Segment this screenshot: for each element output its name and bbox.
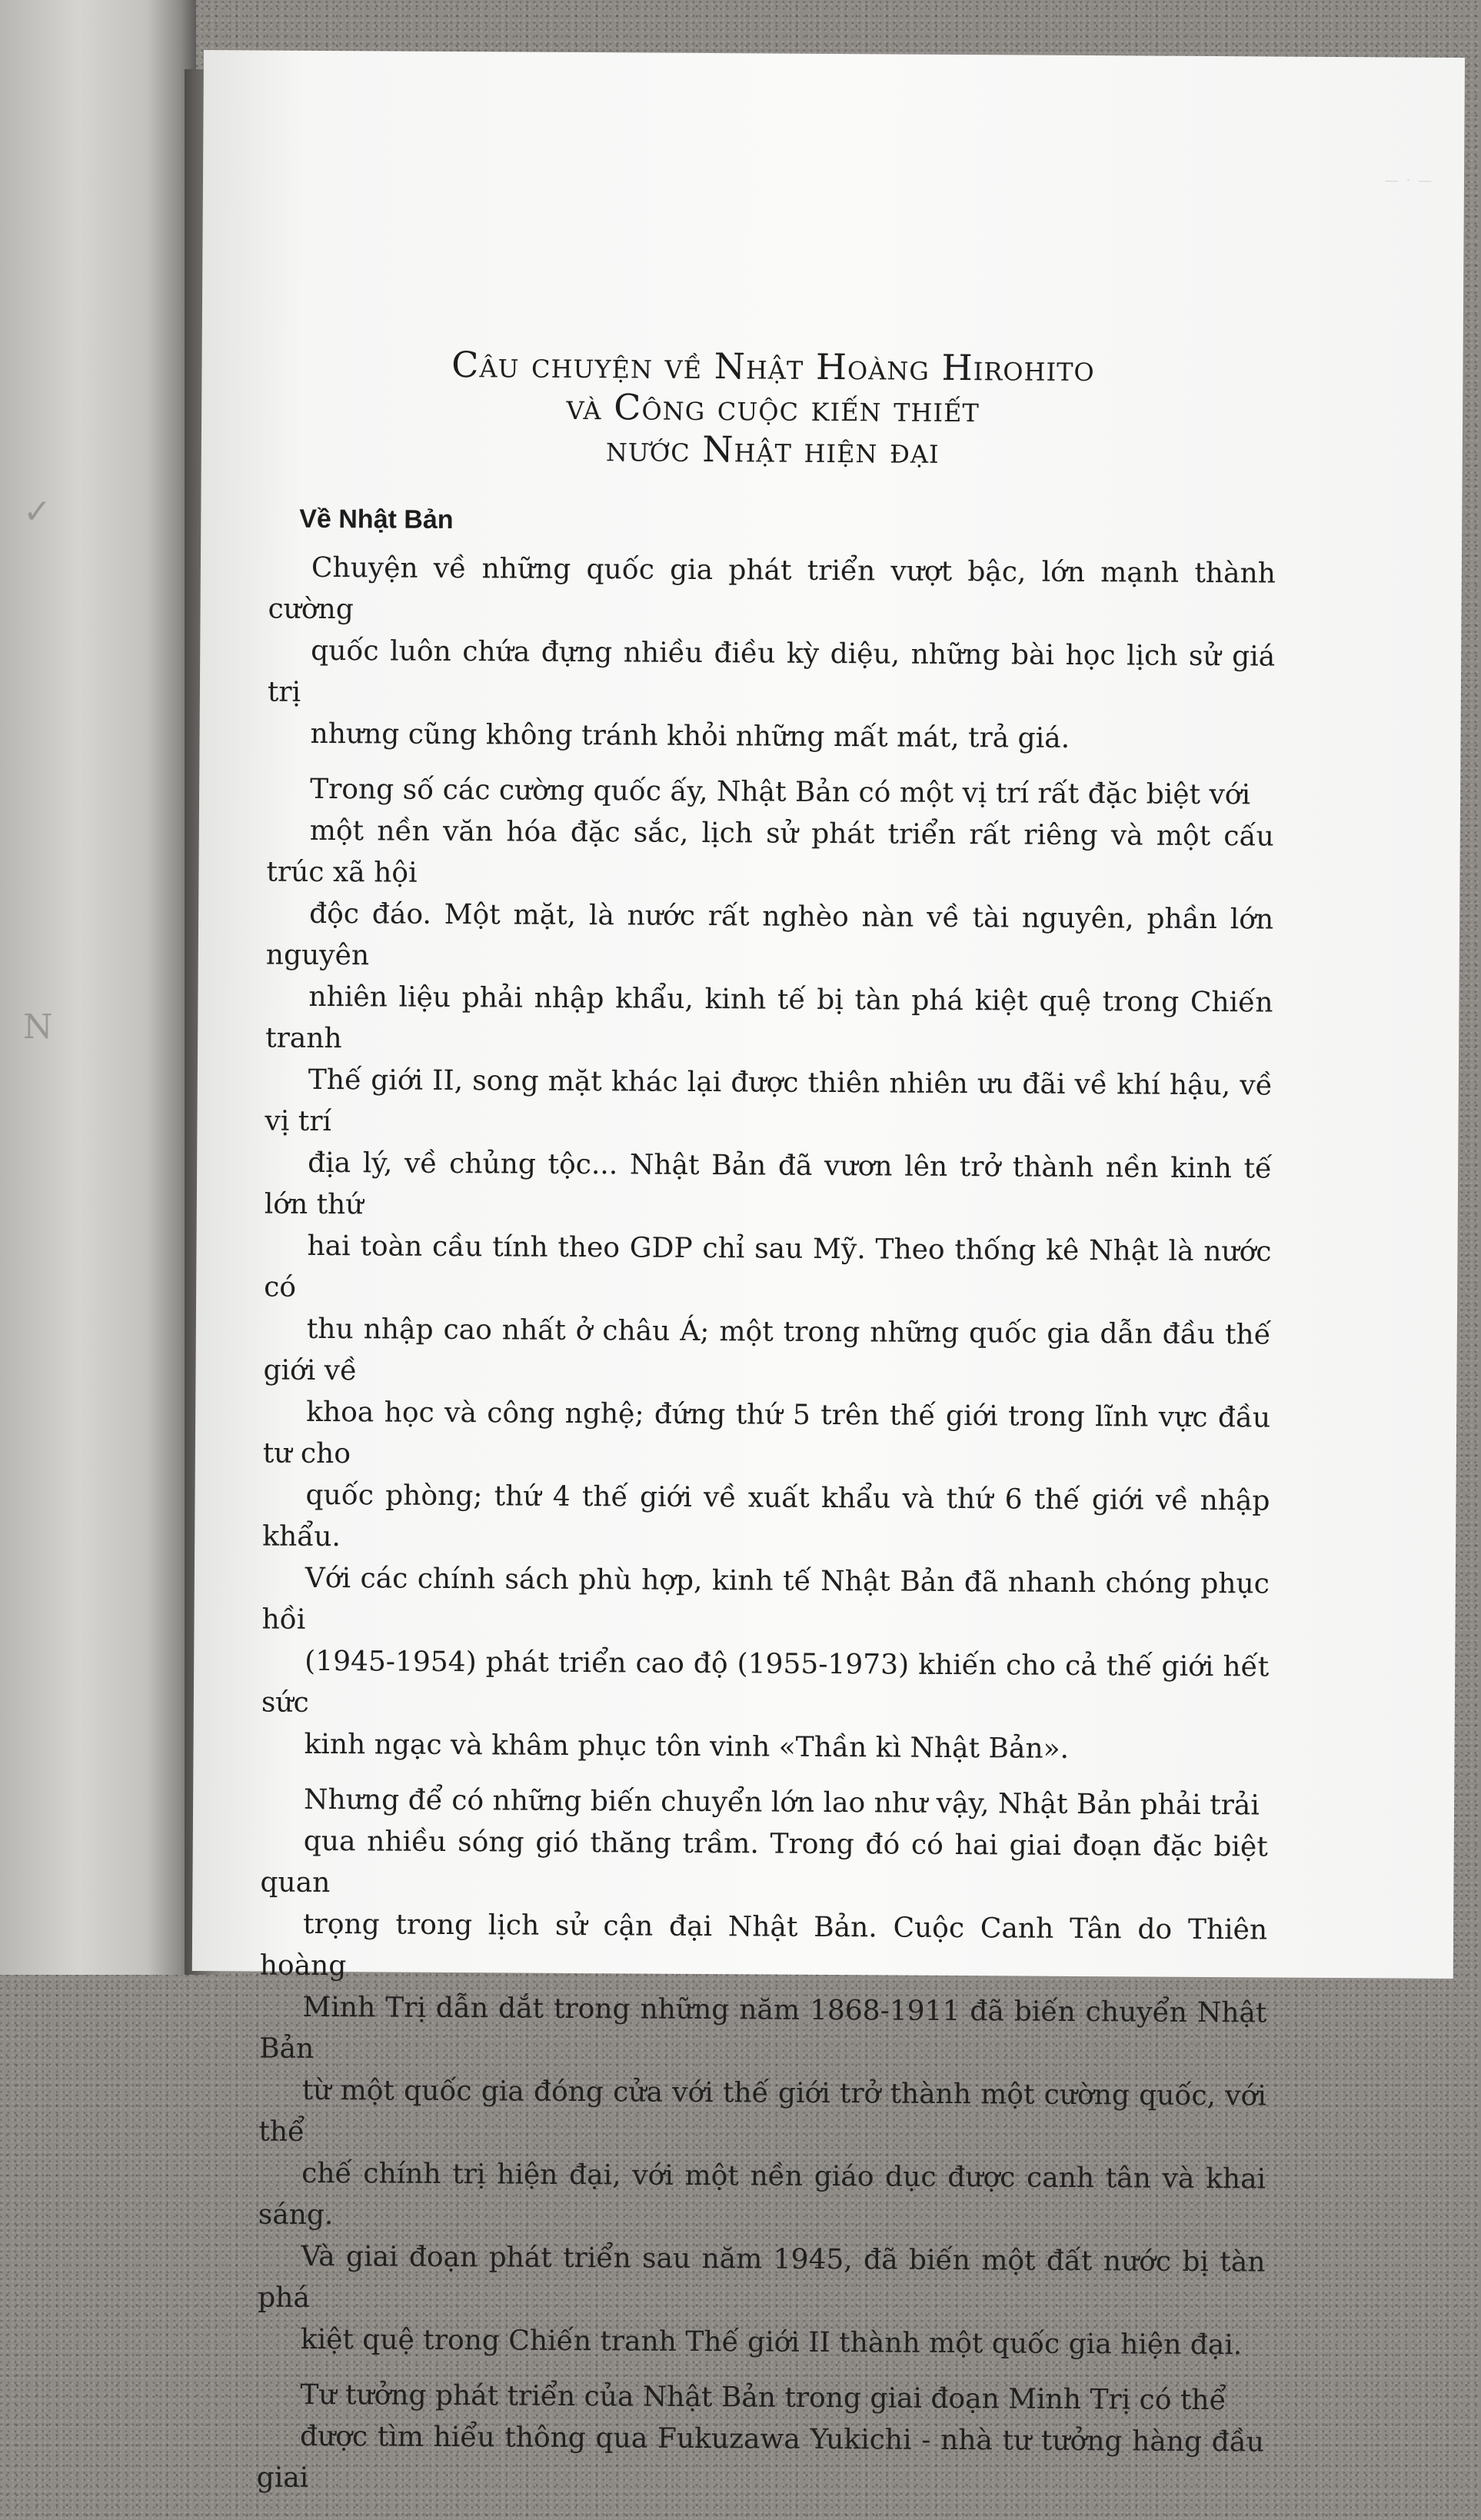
paragraph-line: quốc phòng; thứ 4 thế giới về xuất khẩu và thứ 6 thế giới về nhập khẩu. xyxy=(262,1479,1270,1553)
paragraph-line: được tìm hiểu thông qua Fukuzawa Yukichi - nhà tư tưởng hàng đầu giai xyxy=(256,2420,1265,2494)
chapter-title-line: nước Nhật hiện đại xyxy=(605,428,940,471)
paragraph-line: Trong số các cường quốc ấy, Nhật Bản có một vị trí rất đặc biệt với xyxy=(310,773,1251,811)
chapter-title-line: và Công cuộc kiến thiết xyxy=(566,385,980,431)
paragraph-line: Và giai đoạn phát triển sau năm 1945, đã biến một đất nước bị tàn phá xyxy=(258,2240,1266,2314)
paragraph xyxy=(267,548,1276,761)
paragraph-line: chế chính trị hiện đại, với một nền giáo dục được canh tân và khai sáng. xyxy=(258,2157,1266,2232)
paragraph-line: (1945-1954) phát triển cao độ (1955-1973) khiến cho cả thế giới hết sức xyxy=(261,1645,1270,1719)
paragraph-line: địa lý, về chủng tộc... Nhật Bản đã vươn lên trở thành nền kinh tế lớn thứ xyxy=(264,1147,1273,1221)
paragraph xyxy=(261,769,1274,1772)
paragraph-line: hai toàn cầu tính theo GDP chỉ sau Mỹ. Theo thống kê Nhật là nước có xyxy=(264,1230,1272,1303)
paragraph-line: Tư tưởng phát triển của Nhật Bản trong giai đoạn Minh Trị có thể xyxy=(300,2379,1226,2417)
left-page-mark: N xyxy=(23,1007,53,1047)
left-page xyxy=(0,0,196,1975)
paragraph-line: Nhưng để có những biến chuyển lớn lao như vậy, Nhật Bản phải trải xyxy=(303,1783,1260,1822)
left-page-mark: ✓ xyxy=(23,492,52,531)
paragraph-line: Chuyện về những quốc gia phát triển vượt bậc, lớn mạnh thành cường xyxy=(268,551,1276,626)
paragraph-line: kinh ngạc và khâm phục tôn vinh «Thần kì Nhật Bản». xyxy=(304,1728,1070,1765)
paragraph-line: từ một quốc gia đóng cửa với thế giới trở thành một cường quốc, với thể xyxy=(258,2074,1266,2148)
page-content xyxy=(256,343,1276,2519)
section-heading: Về Nhật Bản xyxy=(299,504,454,534)
paragraph-line: khoa học và công nghệ; đứng thứ 5 trên thế giới trong lĩnh vực đầu tư cho xyxy=(262,1396,1271,1470)
paragraph-line: qua nhiều sóng gió thăng trầm. Trong đó có hai giai đoạn đặc biệt quan xyxy=(260,1825,1268,1899)
paragraph-line: nhưng cũng không tránh khỏi những mất mát, trả giá. xyxy=(310,717,1070,754)
paragraph-line: một nền văn hóa đặc sắc, lịch sử phát triển rất riêng và một cấu trúc xã hội xyxy=(266,814,1274,889)
paragraph xyxy=(257,2374,1265,2505)
paragraph-line: Thế giới II, song mặt khác lại được thiên nhiên ưu đãi về khí hậu, về vị trí xyxy=(265,1064,1273,1138)
paragraph xyxy=(258,1779,1269,2366)
paragraph-line: kiệt quệ trong Chiến tranh Thế giới II thành một quốc gia hiện đại. xyxy=(300,2323,1243,2362)
paragraph-line: quốc luôn chứa đựng nhiều điều kỳ diệu, những bài học lịch sử giá trị xyxy=(267,634,1276,708)
paragraph-line: nhiên liệu phải nhập khẩu, kinh tế bị tàn phá kiệt quệ trong Chiến tranh xyxy=(265,980,1273,1055)
running-header-bleed: — · — xyxy=(1384,172,1434,189)
book-page xyxy=(192,50,1465,2494)
chapter-title xyxy=(269,343,1277,474)
paragraph-line: Với các chính sách phù hợp, kinh tế Nhật Bản đã nhanh chóng phục hồi xyxy=(261,1562,1270,1636)
paragraph-line: độc đáo. Một mặt, là nước rất nghèo nàn về tài nguyên, phần lớn nguyên xyxy=(265,897,1274,972)
chapter-title-line: Câu chuyện về Nhật Hoàng Hirohito xyxy=(451,343,1095,390)
paragraph-line: trọng trong lịch sử cận đại Nhật Bản. Cuộc Canh Tân do Thiên hoàng xyxy=(259,1908,1268,1982)
paragraph-line: Minh Trị dẫn dắt trong những năm 1868-1911 đã biến chuyển Nhật Bản xyxy=(259,1991,1267,2065)
paragraph-line: thu nhập cao nhất ở châu Á; một trong những quốc gia dẫn đầu thế giới về xyxy=(263,1313,1271,1387)
